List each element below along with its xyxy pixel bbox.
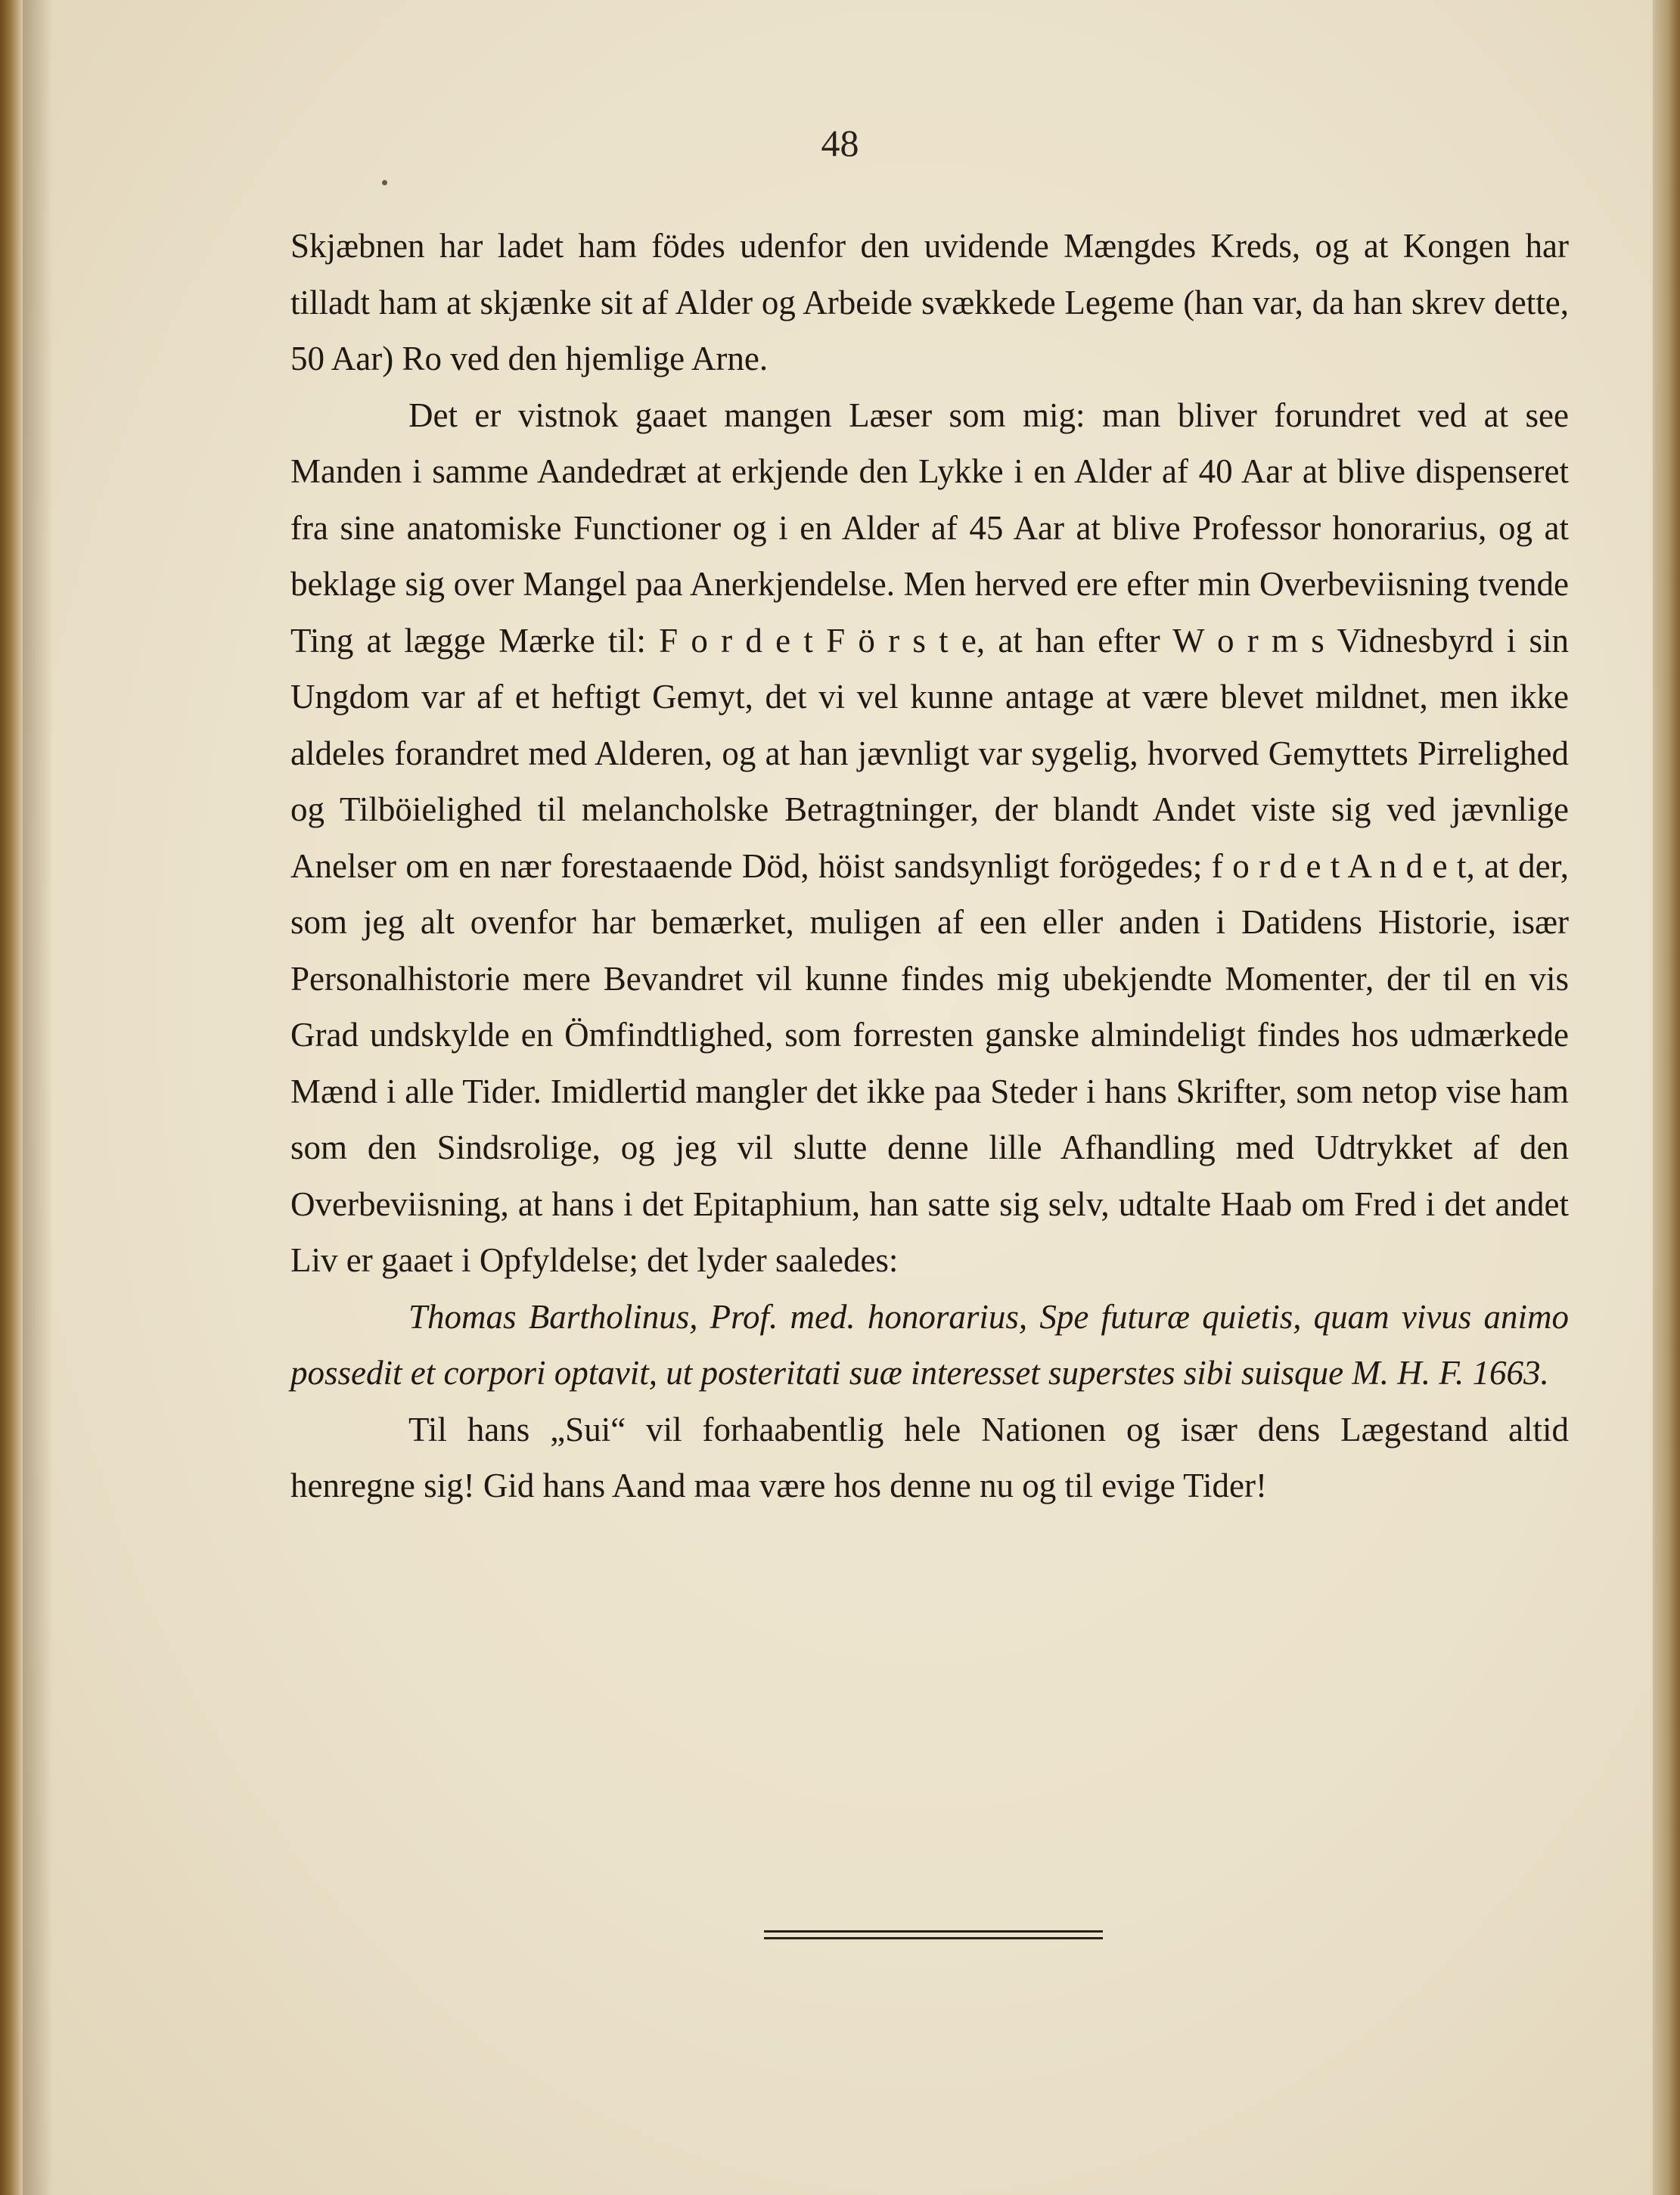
ink-speck	[382, 180, 387, 185]
paragraph-2: Det er vistnok gaaet mangen Læser som mig: man bliver forundret ved at see Manden i samme Aandedræt at erkjende den Lykke i en Alder af 40 Aar at blive dispenseret fra sine anatomiske Functioner og i en Alder af 45 Aar at blive Professor honorarius, og at beklage sig over Mangel paa Anerkjendelse. Men herved ere efter min Overbeviisning tvende Ting at lægge Mærke til: F o r d e t F ö r s t e, at han efter W o r m s Vidnesbyrd i sin Ungdom var af et heftigt Gemyt, det vi vel kunne antage at være blevet mildnet, men ikke aldeles forandret med Alderen, og at han jævnligt var sygelig, hvorved Gemyttets Pirrelighed og Tilböielighed til melancholske Betragtninger, der blandt Andet viste sig ved jævnlige Anelser om en nær forestaaende Död, höist sandsynligt forögedes; f o r d e t A n d e t, at der, som jeg alt ovenfor har bemærket, muligen af een eller anden i Datidens Historie, især Personalhistorie mere Bevandret vil kunne findes mig ubekjendte Momenter, der til en vis Grad undskylde en Ömfindtlighed, som forresten ganske almindeligt findes hos udmærkede Mænd i alle Tider. Imidlertid mangler det ikke paa Steder i hans Skrifter, som netop vise ham som den Sindsrolige, og jeg vil slutte denne lille Afhandling med Udtrykket af den Overbeviisning, at hans i det Epitaphium, han satte sig selv, udtalte Haab om Fred i det andet Liv er gaaet i Opfyldelse; det lyder saaledes:	[290, 396, 1569, 1279]
epitaph-quote: Thomas Bartholinus, Prof. med. honorarius, Spe futuræ quietis, quam vivus animo possedit et corpori optavit, ut posteritati suæ interesset superstes sibi suisque M. H. F. 1663.	[290, 1297, 1569, 1392]
end-double-rule	[764, 1930, 1103, 1939]
paragraph-1: Skjæbnen har ladet ham födes udenfor den uvidende Mængdes Kreds, og at Kongen har tilladt ham at skjænke sit af Alder og Arbeide svækkede Legeme (han var, da han skrev dette, 50 Aar) Ro ved den hjemlige Arne.	[290, 227, 1569, 377]
body-text	[290, 218, 1569, 1514]
closing-paragraph: Til hans „Sui“ vil forhaabentlig hele Nationen og især dens Lægestand altid henregne sig! Gid hans Aand maa være hos denne nu og til evige Tider!	[290, 1410, 1569, 1504]
binding-shadow	[23, 0, 53, 2195]
page-edge-shadow	[1650, 0, 1680, 2195]
page-number: 48	[821, 122, 859, 164]
